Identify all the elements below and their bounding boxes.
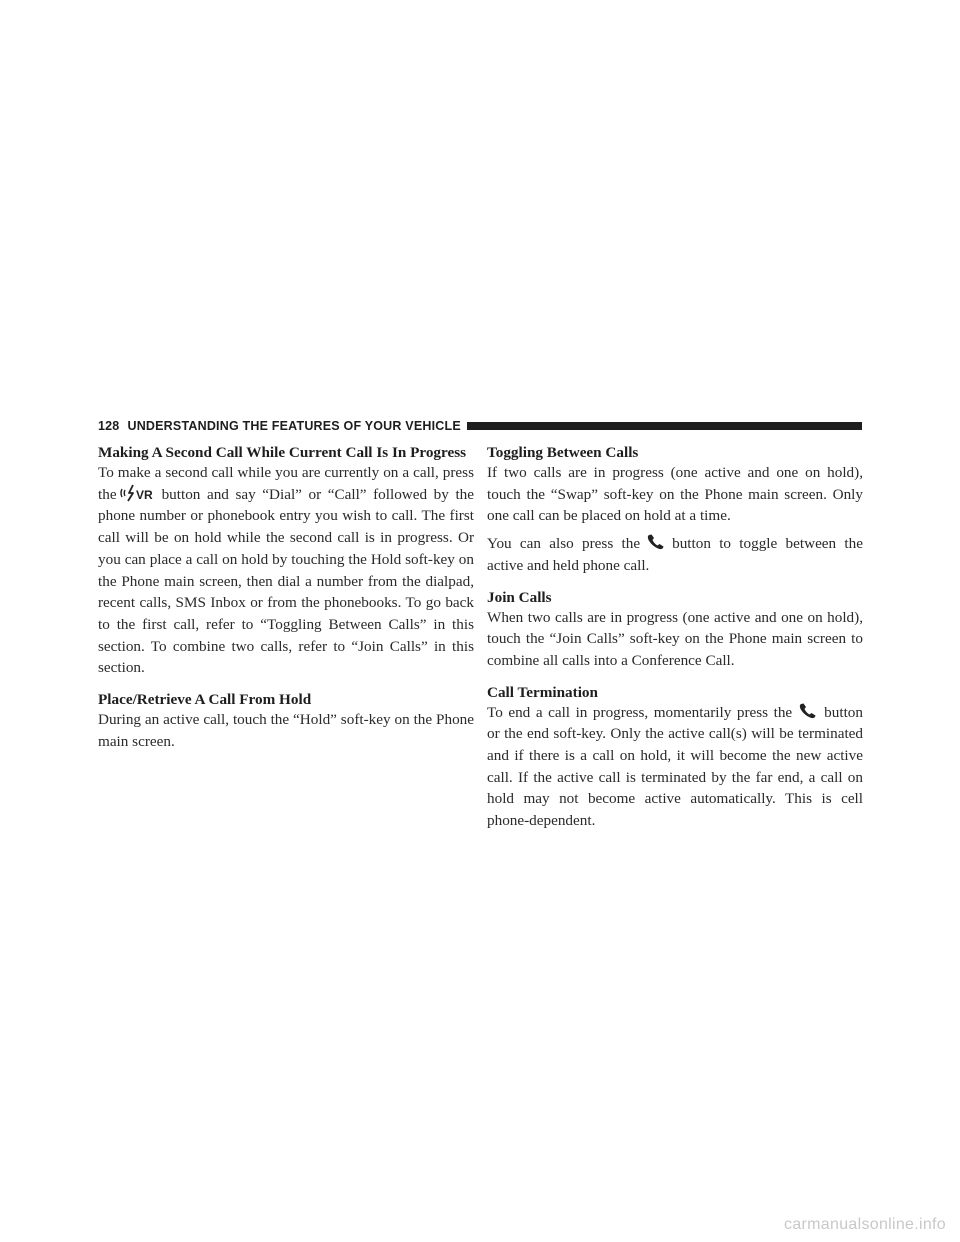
voice-recognition-icon	[119, 484, 159, 502]
heading-join-calls: Join Calls	[487, 588, 552, 606]
heading-toggling: Toggling Between Calls	[487, 444, 639, 461]
text-termination-a: To end a call in progress, momentarily press the	[487, 703, 793, 721]
paragraph-join-calls: When two calls are in progress (one active and one on hold), touch the “Join Calls” soft-key on the Phone main screen to combine all calls into a Conference Call.	[487, 608, 863, 669]
text-toggling-2b: button to toggle between the active and held phone call.	[487, 535, 863, 574]
heading-call-termination: Call Termination	[487, 683, 598, 701]
watermark: carmanualsonline.info	[784, 1216, 946, 1233]
end-call-phone-icon	[798, 702, 818, 720]
text-toggling-2a: You can also press the	[487, 535, 641, 553]
section-title: UNDERSTANDING THE FEATURES OF YOUR VEHICLE	[127, 419, 461, 433]
left-column	[98, 440, 474, 752]
page-header	[98, 418, 862, 434]
header-rule	[467, 422, 862, 430]
paragraph-hold: During an active call, touch the “Hold” soft-key on the Phone main screen.	[98, 711, 474, 750]
text-termination-b: button or the end soft-key. Only the active call(s) will be terminated and if there is a call on hold, it will become the new active call. If the active call is terminated by the far end, a call on hold may not become active automatically. This is cell phone-dependent.	[487, 703, 863, 830]
phone-icon	[646, 533, 666, 551]
heading-second-call: Making A Second Call While Current Call Is In Progress	[98, 444, 467, 461]
text-second-call-b: button and say “Dial” or “Call” followed by the phone number or phonebook entry you wish to call. The first call will be on hold while the second call is in progress. Or you can place a call on hold by touching the Hold soft-key on the Phone main screen, then dial a number from the dialpad, recent calls, SMS Inbox or from the phonebooks. To go back to the first call, refer to “Toggling Between Calls” in this section. To combine two calls, refer to “Join Calls” in this section.	[98, 485, 474, 677]
paragraph-toggling-1: If two calls are in progress (one active and one on hold), touch the “Swap” soft-key on the Phone main screen. Only one call can be placed on hold at a time.	[487, 464, 863, 525]
page-number: 128	[98, 419, 120, 433]
right-column	[487, 440, 863, 832]
paragraph-toggling-2	[487, 533, 863, 576]
paragraph-second-call	[98, 462, 474, 679]
paragraph-call-termination	[487, 702, 863, 832]
vr-label: VR	[135, 487, 153, 502]
text-second-call-a: To make a second call while you are currently on a call, press the	[98, 464, 474, 503]
heading-hold: Place/Retrieve A Call From Hold	[98, 691, 312, 709]
